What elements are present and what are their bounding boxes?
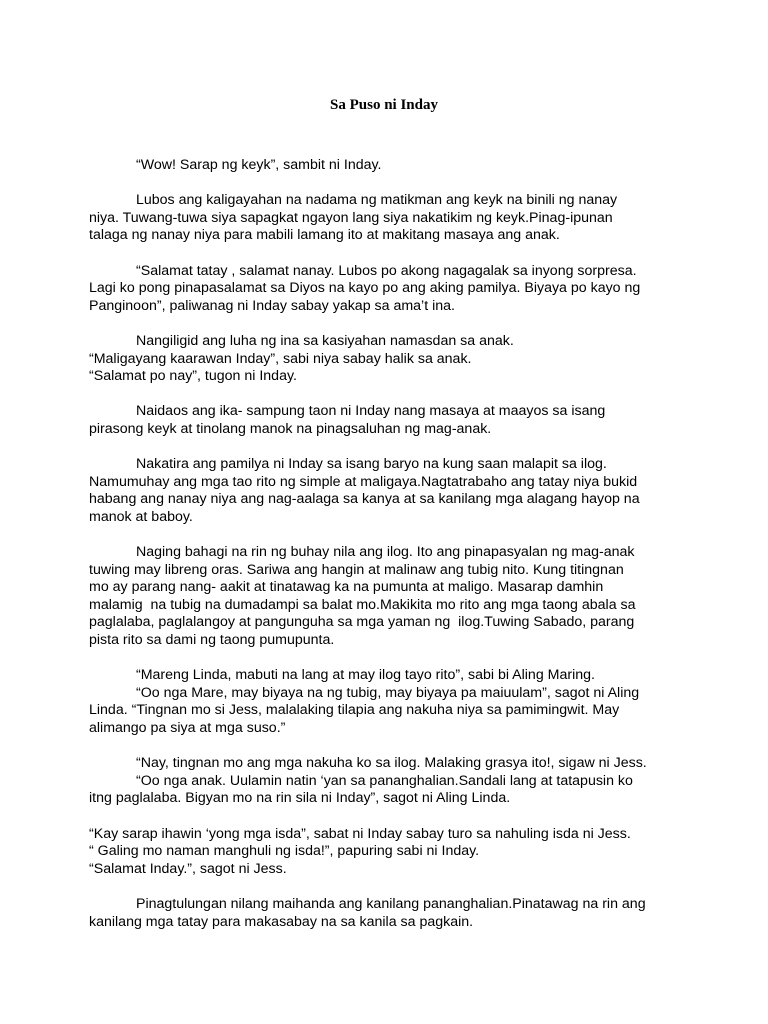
paragraph	[89, 544, 689, 650]
paragraph	[89, 456, 689, 526]
text-line: paglalaba, paglalangoy at pangunguha sa mga yaman ng ilog.Tuwing Sabado, parang	[89, 614, 635, 631]
text-line: “Oo nga Mare, may biyaya na ng tubig, may biyaya pa maiuulam”, sagot ni Aling	[136, 684, 640, 701]
paragraph	[89, 826, 689, 879]
text-line: talaga ng nanay niya para mabili lamang ito at makitang masaya ang anak.	[89, 227, 560, 244]
paragraph	[89, 755, 689, 808]
document-body	[89, 157, 689, 949]
text-line: “Mareng Linda, mabuti na lang at may ilog tayo rito”, sabi bi Aling Maring.	[136, 667, 595, 684]
text-line: manok at baboy.	[89, 508, 193, 525]
text-line: malamig na tubig na dumadampi sa balat mo.Makikita mo rito ang mga taong abala sa	[89, 596, 636, 613]
text-line: Nakatira ang pamilya ni Inday sa isang baryo na kung saan malapit sa ilog.	[136, 456, 607, 473]
text-line: “Oo nga anak. Uulamin natin ‘yan sa pananghalian.Sandali lang at tatapusin ko	[136, 772, 633, 789]
text-line: Linda. “Tingnan mo si Jess, malalaking tilapia ang nakuha niya sa pamimingwit. May	[89, 702, 620, 719]
document-title: Sa Puso ni Inday	[330, 97, 438, 113]
text-line: niya. Tuwang-tuwa siya sapagkat ngayon lang siya nakatikim ng keyk.Pinag-ipunan	[89, 209, 613, 226]
text-line: “ Galing mo naman manghuli ng isda!”, papuring sabi ni Inday.	[89, 843, 480, 860]
text-line: “Wow! Sarap ng keyk”, sambit ni Inday.	[136, 157, 382, 173]
text-line: Lubos ang kaligayahan na nadama ng matikman ang keyk na binili ng nanay	[136, 192, 618, 209]
text-line: “Salamat Inday.”, sagot ni Jess.	[89, 860, 287, 877]
paragraph	[89, 263, 689, 316]
paragraph	[89, 896, 689, 931]
text-line: Naging bahagi na rin ng buhay nila ang ilog. Ito ang pinapasyalan ng mag-anak	[136, 544, 635, 561]
text-line: Pinagtulungan nilang maihanda ang kanilang pananghalian.Pinatawag na rin ang	[136, 895, 646, 912]
text-line: “Salamat po nay”, tugon ni Inday.	[89, 368, 297, 385]
paragraph	[89, 333, 689, 386]
text-line: pirasong keyk at tinolang manok na pinagsaluhan ng mag-anak.	[89, 420, 492, 437]
text-line: itng paglalaba. Bigyan mo na rin sila ni Inday”, sagot ni Aling Linda.	[89, 790, 511, 807]
text-line: Panginoon”, paliwanag ni Inday sabay yakap sa ama’t ina.	[89, 297, 455, 314]
text-line: “Nay, tingnan mo ang mga nakuha ko sa ilog. Malaking grasya ito!, sigaw ni Jess.	[136, 755, 647, 772]
text-line: “Kay sarap ihawin ‘yong mga isda”, sabat ni Inday sabay turo sa nahuling isda ni Jess.	[89, 825, 631, 842]
text-line: Namumuhay ang mga tao rito ng simple at maligaya.Nagtatrabaho ang tatay niya bukid	[89, 473, 638, 490]
text-line: Nangiligid ang luha ng ina sa kasiyahan namasdan sa anak.	[136, 332, 514, 349]
text-line: Naidaos ang ika- sampung taon ni Inday nang masaya at maayos sa isang	[136, 403, 606, 420]
text-line: Lagi ko pong pinapasalamat sa Diyos na kayo po ang aking pamilya. Biyaya po kayo ng	[89, 280, 641, 297]
text-line: habang ang nanay niya ang nag-aalaga sa kanya at sa kanilang mga alagang hayop na	[89, 491, 640, 508]
paragraph	[89, 667, 689, 737]
text-line: alimango pa siya at mga suso.”	[89, 720, 286, 736]
text-line: kanilang mga tatay para makasabay na sa kanila sa pagkain.	[89, 913, 474, 930]
text-line: “Maligayang kaarawan Inday”, sabi niya sabay halik sa anak.	[89, 350, 472, 367]
text-line: mo ay parang nang- aakit at tinatawag ka na pumunta at maligo. Masarap damhin	[89, 579, 604, 596]
text-line: tuwing may libreng oras. Sariwa ang hangin at malinaw ang tubig nito. Kung titingnan	[89, 561, 624, 578]
paragraph	[89, 403, 689, 438]
paragraph	[89, 192, 689, 245]
paragraph	[89, 157, 689, 175]
text-line: “Salamat tatay , salamat nanay. Lubos po akong nagagalak sa inyong sorpresa.	[136, 262, 637, 279]
text-line: pista rito sa dami ng taong pumupunta.	[89, 632, 335, 649]
